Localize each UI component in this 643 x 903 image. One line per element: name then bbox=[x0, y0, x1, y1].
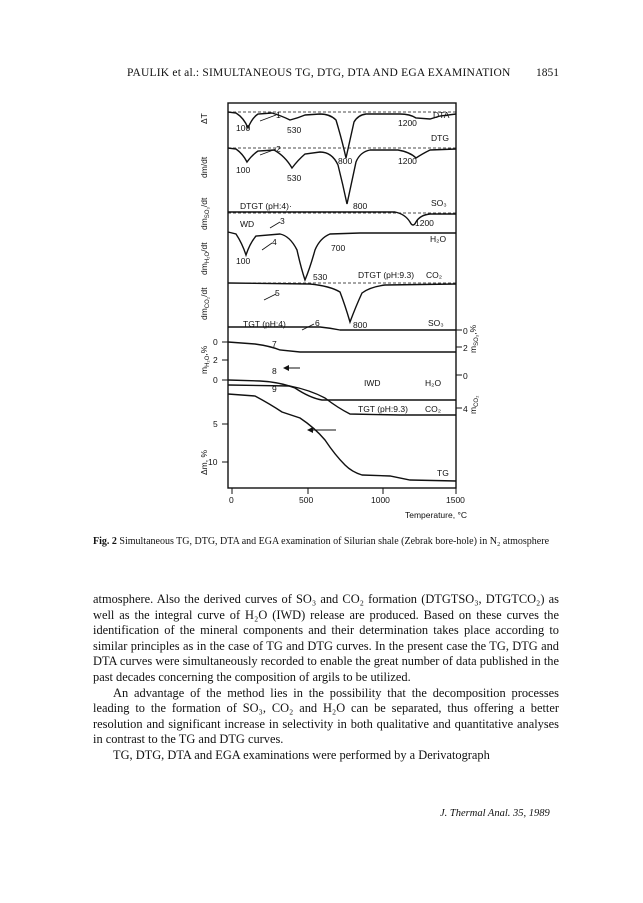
peak-1200-so3: 1200 bbox=[415, 218, 434, 228]
x-axis-label: Temperature, °C bbox=[405, 510, 467, 520]
label-tgt-ph4: TGT (pH:4) bbox=[243, 319, 286, 329]
peak-1200-dta: 1200 bbox=[398, 118, 417, 128]
tick-right-2: 2 bbox=[463, 343, 468, 353]
paragraph-3: TG, DTG, DTA and EGA examinations were performed by a Derivatograph bbox=[113, 747, 490, 762]
caption-text: Simultaneous TG, DTG, DTA and EGA examination of Silurian shale (Zebrak bore-hole) in N₂ atmosphere bbox=[116, 536, 550, 547]
wd-h2o-curve bbox=[228, 232, 456, 280]
journal-footer: J. Thermal Anal. 35, 1989 bbox=[440, 808, 550, 819]
tick-x-1500: 1500 bbox=[446, 495, 465, 505]
label-dm-co2: $dm_{CO_2}/dt$ bbox=[199, 287, 211, 320]
curve-number-1: 1 bbox=[276, 110, 281, 120]
peak-1200-dtg: 1200 bbox=[398, 156, 417, 166]
label-dm-so3: $dm_{SO_3}/dt$ bbox=[199, 197, 211, 230]
label-so3-b: SO₃ bbox=[428, 318, 444, 328]
peak-100-dtg: 100 bbox=[236, 165, 251, 175]
label-h2o: H₂O bbox=[430, 234, 447, 244]
curve-number-4: 4 bbox=[272, 237, 277, 247]
peak-700-h2o: 700 bbox=[331, 243, 346, 253]
tick-left-0a: 0 bbox=[213, 337, 218, 347]
label-dm-h2o: $dm_{H_2O}/dt$ bbox=[199, 242, 211, 275]
curve-number-6: 6 bbox=[315, 318, 320, 328]
peak-100-dta: 100 bbox=[236, 123, 251, 133]
tick-left-2: 2 bbox=[213, 355, 218, 365]
tick-left-0b: 0 bbox=[213, 375, 218, 385]
paragraph-2: An advantage of the method lies in the possibility that the decomposition processes leading to the formation of SO₃, CO₂ and H₂O can be separated, thus offering a better resolution and significant increase in selectivity in both qualitative and quantitative analyses in contrast to the TG and DTG curves. bbox=[93, 685, 559, 747]
peak-530-dta: 530 bbox=[287, 125, 302, 135]
label-dtgt-ph4: DTGT (pH:4)· bbox=[240, 201, 292, 211]
label-dtg: DTG bbox=[431, 133, 449, 143]
label-delta-m: Δm, % bbox=[199, 449, 209, 475]
peak-530-h2o: 530 bbox=[313, 272, 328, 282]
tick-x-1000: 1000 bbox=[371, 495, 390, 505]
label-tg: TG bbox=[437, 468, 449, 478]
label-dm-dt: dm/dt bbox=[199, 156, 209, 178]
label-m-co2: $m_{CO_2}$ bbox=[468, 395, 480, 414]
peak-800-co2: 800 bbox=[353, 320, 368, 330]
page-number: 1851 bbox=[536, 67, 559, 79]
iwd-curve bbox=[228, 380, 456, 400]
figure-caption bbox=[93, 535, 563, 548]
running-head: PAULIK et al.: SIMULTANEOUS TG, DTG, DTA AND EGA EXAMINATION bbox=[127, 67, 511, 79]
tick-right-0a: 0 bbox=[463, 326, 468, 336]
peak-800-dtg: 800 bbox=[338, 156, 353, 166]
label-m-h2o: $m_{H_2O},\%$ bbox=[199, 345, 211, 374]
curve-number-5: 5 bbox=[275, 288, 280, 298]
label-co2: CO₂ bbox=[426, 270, 443, 280]
curve-number-9: 9 bbox=[272, 384, 277, 394]
label-h2o-b: H₂O bbox=[425, 378, 442, 388]
tick-left-10: 10 bbox=[208, 457, 218, 467]
curve-number-3: 3 bbox=[280, 216, 285, 226]
curve-number-7: 7 bbox=[272, 339, 277, 349]
peak-100-h2o: 100 bbox=[236, 256, 251, 266]
label-iwd: IWD bbox=[364, 378, 381, 388]
tick-right-0b: 0 bbox=[463, 371, 468, 381]
label-so3: SO₃ bbox=[431, 198, 447, 208]
tick-x-500: 500 bbox=[299, 495, 314, 505]
peak-800-so3: 800 bbox=[353, 201, 368, 211]
label-m-so3: $m_{SO_3},\%$ bbox=[468, 324, 480, 353]
tick-right-4: 4 bbox=[463, 404, 468, 414]
label-dtgt-ph93: DTGT (pH:9.3) bbox=[358, 270, 415, 280]
tick-x-0: 0 bbox=[229, 495, 234, 505]
tick-left-5: 5 bbox=[213, 419, 218, 429]
label-co2-b: CO₂ bbox=[425, 404, 442, 414]
body-text bbox=[93, 592, 559, 764]
label-wd: WD bbox=[240, 219, 255, 229]
caption-label: Fig. 2 bbox=[93, 536, 117, 547]
dtgt-co2-curve bbox=[228, 283, 456, 322]
label-delta-t: ΔT bbox=[199, 113, 209, 124]
peak-530-dtg: 530 bbox=[287, 173, 302, 183]
label-tgt-ph93: TGT (pH:9.3) bbox=[358, 404, 408, 414]
label-dta: DTA bbox=[433, 110, 450, 120]
curve-number-8: 8 bbox=[272, 366, 277, 376]
curve-7 bbox=[228, 342, 456, 352]
paragraph-1: atmosphere. Also the derived curves of SO₃ and CO₂ formation (DTGTSO₃, DTGTCO₂) as well as the integral curve of H₂O (IWD) release are produced. Based on these curves the identification of the mineral components and their determination takes place according to similar principles as in the case of TG and DTG curves. In the present case the TG, DTG and DTA curves were simultaneously recorded to enable the great number of data published in the past decades concerning the composition of argils to be utilized. bbox=[93, 592, 559, 684]
tg-curve bbox=[228, 394, 456, 481]
curve-number-2: 2 bbox=[276, 144, 281, 154]
